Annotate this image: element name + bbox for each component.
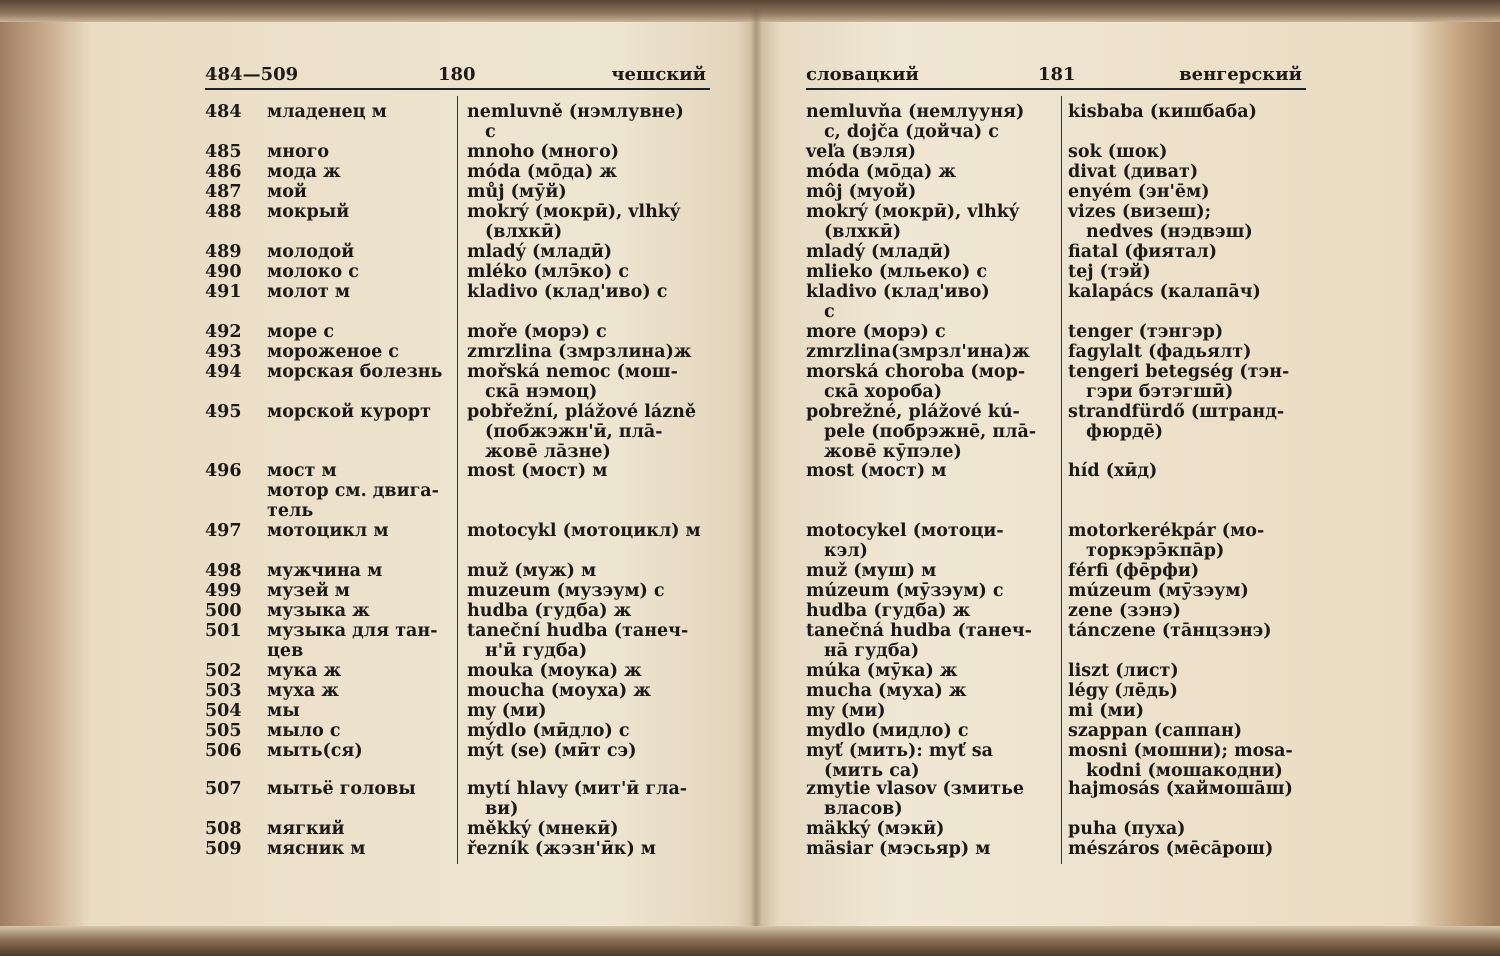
hungarian-translation: mészáros (мēсāрош) <box>1068 839 1274 859</box>
slovak-translation: zmrzlina(змрзл'ина)ж <box>806 342 1030 362</box>
czech-translation-cont: жовē лāзне) <box>485 442 611 462</box>
russian-headword: много <box>267 142 330 162</box>
left-page-header <box>205 60 710 88</box>
page-number: 181 <box>1038 64 1076 85</box>
czech-translation: mořská nemoc (мош- <box>467 362 678 382</box>
slovak-translation: kladivo (клад'иво) <box>806 282 990 302</box>
entry-number: 509 <box>205 839 242 859</box>
czech-translation: řezník (жэзн'ӣк) м <box>467 839 657 859</box>
slovak-translation: mäsiar (мэсьяр) м <box>806 839 991 859</box>
hungarian-translation: vizes (визеш); <box>1068 202 1212 222</box>
entry-number: 487 <box>205 182 242 202</box>
slovak-translation: zmytie vlasov (змитье <box>806 779 1025 799</box>
language-label-right: венгерский <box>1179 64 1302 85</box>
slovak-translation: morská choroba (мор- <box>806 362 1026 382</box>
hungarian-translation: tej (тэй) <box>1068 262 1151 282</box>
entry-number: 501 <box>205 621 242 641</box>
russian-headword: мост м <box>267 461 337 481</box>
entry-range: 484—509 <box>205 64 299 85</box>
entry-number: 505 <box>205 721 242 741</box>
russian-headword: мука ж <box>267 661 342 681</box>
slovak-translation: myť (мить): myť sa <box>806 741 993 761</box>
czech-translation: muzeum (музэум) с <box>467 581 665 601</box>
hungarian-translation: hajmosás (хаймошāш) <box>1068 779 1293 799</box>
hungarian-translation: férfi (фēрфи) <box>1068 561 1200 581</box>
hungarian-translation: légy (лēдь) <box>1068 681 1178 701</box>
hungarian-translation: fiatal (фиятал) <box>1068 242 1217 262</box>
czech-translation: my (ми) <box>467 701 547 721</box>
russian-headword: мой <box>267 182 307 202</box>
entry-number: 491 <box>205 282 242 302</box>
russian-headword: морской курорт <box>267 402 431 422</box>
slovak-translation: mydlo (мидло) с <box>806 721 969 741</box>
hungarian-translation: tenger (тэнгэр) <box>1068 322 1224 342</box>
header-rule <box>205 88 710 90</box>
czech-translation: mýt (se) (мӣт сэ) <box>467 741 637 761</box>
slovak-translation: tanečná hudba (танеч- <box>806 621 1032 641</box>
hungarian-translation-cont: фюрдē) <box>1086 422 1164 442</box>
czech-translation-cont: скā нэмоц) <box>485 382 598 402</box>
russian-headword: молот м <box>267 282 351 302</box>
slovak-translation-cont: власов) <box>824 799 903 819</box>
entry-number: 489 <box>205 242 242 262</box>
russian-headword: мясник м <box>267 839 366 859</box>
russian-headword: мягкий <box>267 819 345 839</box>
russian-headword: мужчина м <box>267 561 383 581</box>
column-divider <box>457 96 458 864</box>
russian-headword: мыть(ся) <box>267 741 363 761</box>
slovak-translation-cont: с, dojča (дойча) с <box>824 122 999 142</box>
czech-translation: moře (морэ) с <box>467 322 607 342</box>
russian-headword: мокрый <box>267 202 350 222</box>
russian-headword: младенец м <box>267 102 387 122</box>
russian-headword: музей м <box>267 581 350 601</box>
page-number: 180 <box>438 64 476 85</box>
russian-headword: музыка ж <box>267 601 370 621</box>
hungarian-translation-cont: nedves (нэдвэш) <box>1086 222 1253 242</box>
russian-headword-cont: тель <box>267 501 314 521</box>
hungarian-translation: híd (хӣд) <box>1068 461 1158 481</box>
slovak-translation: mokrý (мокрӣ), vlhký <box>806 202 1020 222</box>
slovak-translation: nemluvňa (немлууня) <box>806 102 1025 122</box>
left-page <box>205 60 710 880</box>
slovak-translation-cont: (влхкӣ) <box>824 222 902 242</box>
czech-translation: pobřežní, plážové lázně <box>467 402 697 422</box>
slovak-translation-cont: (мить са) <box>824 761 920 781</box>
czech-translation: most (мост) м <box>467 461 608 481</box>
entry-number: 507 <box>205 779 242 799</box>
hungarian-translation: múzeum (мӯзэум) <box>1068 581 1249 601</box>
hungarian-translation-cont: гэри бэтэгшӣ) <box>1086 382 1234 402</box>
russian-headword-cont: цев <box>267 641 304 661</box>
entry-number: 493 <box>205 342 242 362</box>
slovak-translation: veľa (вэля) <box>806 142 917 162</box>
hungarian-translation: strandfürdő (штранд- <box>1068 402 1285 422</box>
czech-translation: mokrý (мокрӣ), vlhký <box>467 202 681 222</box>
book-spine-crease <box>750 10 762 930</box>
hungarian-translation: tengeri betegség (тэн- <box>1068 362 1290 382</box>
russian-headword: мороженое с <box>267 342 399 362</box>
entry-number: 504 <box>205 701 242 721</box>
czech-translation: zmrzlina (змрзлина)ж <box>467 342 692 362</box>
czech-translation: taneční hudba (танеч- <box>467 621 689 641</box>
slovak-translation: móda (мōда) ж <box>806 162 957 182</box>
russian-headword: мотор см. двига- <box>267 481 439 501</box>
russian-headword: морская болезнь <box>267 362 443 382</box>
hungarian-translation: enyém (эн'ēм) <box>1068 182 1210 202</box>
slovak-translation: hudba (гудба) ж <box>806 601 971 621</box>
entry-number: 500 <box>205 601 242 621</box>
czech-translation: móda (мōда) ж <box>467 162 618 182</box>
book-bottom-edge <box>0 926 1500 956</box>
hungarian-translation: motorkerékpár (мо- <box>1068 521 1265 541</box>
slovak-translation: most (мост) м <box>806 461 947 481</box>
hungarian-translation: szappan (саппан) <box>1068 721 1243 741</box>
slovak-translation-cont: кэл) <box>824 541 868 561</box>
slovak-translation-cont: pele (побрэжнē, плā- <box>824 422 1037 442</box>
czech-translation: moucha (моуха) ж <box>467 681 651 701</box>
slovak-translation: mladý (младӣ) <box>806 242 952 262</box>
russian-headword: мотоцикл м <box>267 521 389 541</box>
slovak-translation: mucha (муха) ж <box>806 681 967 701</box>
russian-headword: мода ж <box>267 162 341 182</box>
czech-translation: kladivo (клад'иво) с <box>467 282 668 302</box>
language-label-left: словацкий <box>806 64 919 85</box>
hungarian-translation: kalapács (калапāч) <box>1068 282 1261 302</box>
czech-translation: nemluvně (нэмлувне) <box>467 102 684 122</box>
slovak-translation: motocykel (мотоци- <box>806 521 1004 541</box>
entry-number: 502 <box>205 661 242 681</box>
slovak-translation: muž (муш) м <box>806 561 937 581</box>
czech-translation: mladý (младӣ) <box>467 242 613 262</box>
russian-headword: молодой <box>267 242 355 262</box>
slovak-translation-cont: жовē кӯпэле) <box>824 442 962 462</box>
entry-number: 490 <box>205 262 242 282</box>
slovak-translation: múka (мӯка) ж <box>806 661 958 681</box>
russian-headword: молоко с <box>267 262 359 282</box>
entry-number: 486 <box>205 162 242 182</box>
russian-headword: мыло с <box>267 721 341 741</box>
hungarian-translation: kisbaba (кишбаба) <box>1068 102 1257 122</box>
czech-translation: mléko (млэ̄ко) с <box>467 262 630 282</box>
czech-translation: muž (муж) м <box>467 561 597 581</box>
hungarian-translation: zene (зэнэ) <box>1068 601 1181 621</box>
language-label: чешский <box>611 64 706 85</box>
russian-headword: море с <box>267 322 334 342</box>
czech-translation: měkký (мнекӣ) <box>467 819 619 839</box>
right-page <box>806 60 1306 880</box>
hungarian-translation: liszt (лист) <box>1068 661 1179 681</box>
entry-number: 498 <box>205 561 242 581</box>
entry-number: 496 <box>205 461 242 481</box>
header-rule <box>806 88 1306 90</box>
slovak-translation: mlieko (мльеко) с <box>806 262 988 282</box>
hungarian-translation: tánczene (тāнцзэнэ) <box>1068 621 1272 641</box>
russian-headword: мы <box>267 701 300 721</box>
slovak-translation: pobrežné, plážové kú- <box>806 402 1020 422</box>
czech-translation-cont: (побжэжн'ӣ, плā- <box>485 422 663 442</box>
czech-translation: mýdlo (мӣдло) с <box>467 721 630 741</box>
hungarian-translation: mi (ми) <box>1068 701 1144 721</box>
hungarian-translation: sok (шок) <box>1068 142 1168 162</box>
slovak-translation-cont: с <box>824 302 835 322</box>
right-page-header <box>806 60 1306 88</box>
entry-number: 488 <box>205 202 242 222</box>
entry-number: 503 <box>205 681 242 701</box>
hungarian-translation-cont: kodni (мошакодни) <box>1086 761 1283 781</box>
russian-headword: музыка для тан- <box>267 621 438 641</box>
slovak-translation-cont: скā хороба) <box>824 382 943 402</box>
column-divider <box>1061 96 1062 864</box>
hungarian-translation-cont: торкэрэ̄кпāр) <box>1086 541 1225 561</box>
slovak-translation: mäkký (мэкӣ) <box>806 819 945 839</box>
hungarian-translation: fagylalt (фадьялт) <box>1068 342 1252 362</box>
czech-translation: můj (мӯй) <box>467 182 567 202</box>
slovak-translation: my (ми) <box>806 701 886 721</box>
czech-translation: motocykl (мотоцикл) м <box>467 521 701 541</box>
entry-number: 495 <box>205 402 242 422</box>
entry-number: 494 <box>205 362 242 382</box>
czech-translation: mytí hlavy (мит'ӣ гла- <box>467 779 688 799</box>
czech-translation-cont: с <box>485 122 496 142</box>
entry-number: 506 <box>205 741 242 761</box>
russian-headword: мытьё головы <box>267 779 416 799</box>
czech-translation: mnoho (много) <box>467 142 620 162</box>
russian-headword: муха ж <box>267 681 339 701</box>
entry-number: 492 <box>205 322 242 342</box>
slovak-translation: more (морэ) с <box>806 322 946 342</box>
czech-translation-cont: н'ӣ гудба) <box>485 641 588 661</box>
hungarian-translation: divat (дивaт) <box>1068 162 1199 182</box>
czech-translation: mouka (моука) ж <box>467 661 642 681</box>
czech-translation: hudba (гудба) ж <box>467 601 632 621</box>
slovak-translation: môj (муой) <box>806 182 917 202</box>
entry-number: 508 <box>205 819 242 839</box>
entry-number: 485 <box>205 142 242 162</box>
hungarian-translation: mosni (мошни); mosa- <box>1068 741 1293 761</box>
entry-number: 484 <box>205 102 242 122</box>
hungarian-translation: puha (пуха) <box>1068 819 1186 839</box>
slovak-translation: múzeum (мӯзэум) с <box>806 581 1004 601</box>
czech-translation-cont: ви) <box>485 799 519 819</box>
slovak-translation-cont: нā гудба) <box>824 641 920 661</box>
entry-number: 497 <box>205 521 242 541</box>
entry-number: 499 <box>205 581 242 601</box>
czech-translation-cont: (влхкӣ) <box>485 222 563 242</box>
